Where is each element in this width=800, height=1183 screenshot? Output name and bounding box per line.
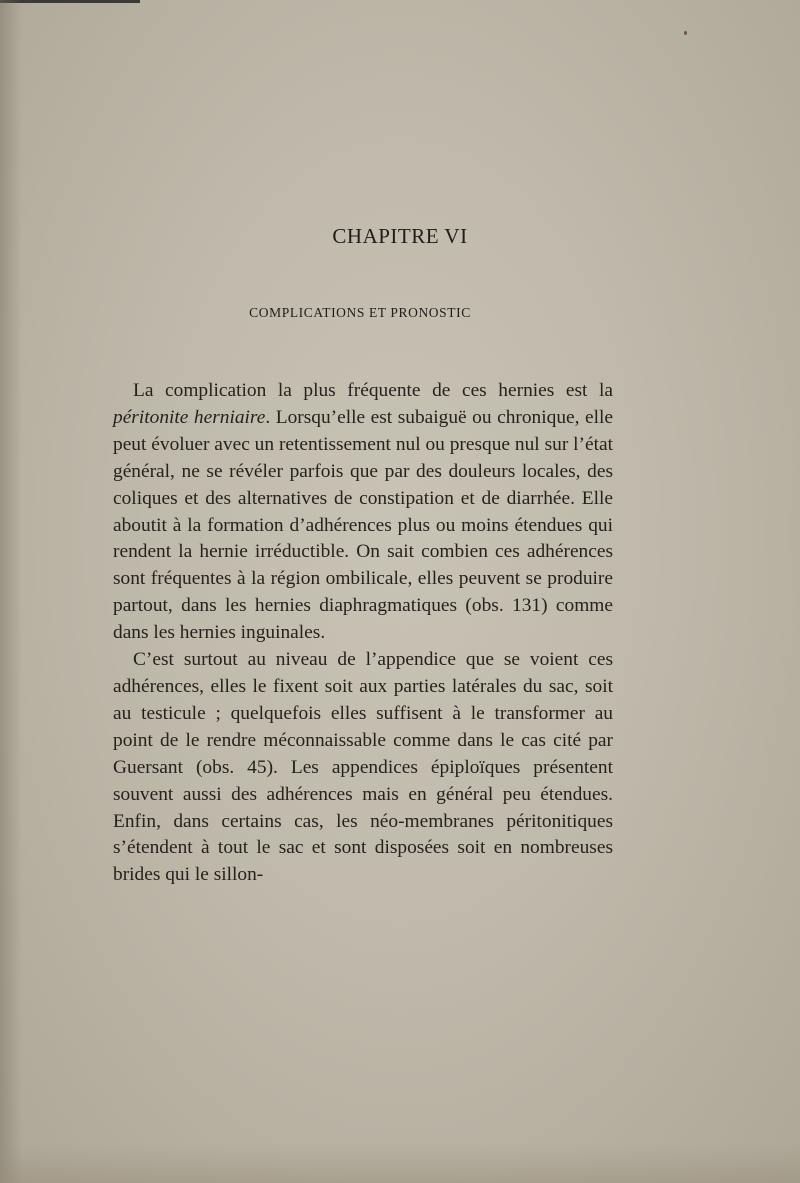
paragraph-2: C’est surtout au niveau de l’appendice que se voient ces adhérences, elles le fixent soit aux parties latérales du sac, soit au testicule ; quelquefois elles suffisent à le transformer au point de le rendre méconnaissable comme dans le cas cité par Guersant (obs. 45). Les appendices épiploïques présentent souvent aussi des adhérences mais en général peu étendues. Enfin, dans certains cas, les néo-membranes péritonitiques s’étendent à tout le sac et sont disposées soit en nombreuses brides qui le sillon- [113,649,613,886]
page-bottom-shadow [0,1143,800,1183]
chapter-title: CHAPITRE VI [332,224,468,248]
paragraph-1-emphasis: péritonite herniaire [113,406,266,428]
page-left-shadow [0,0,22,1183]
paragraph-1-after: . Lorsqu’elle est subaiguë ou chronique, elle peut évoluer avec un retentissement nul ou presque nul sur l’état général, ne se révéler parfois que par des douleurs locales, des coliques et des alternatives de constipation et de diarrhée. Elle aboutit à la formation d’adhérences plus ou moins étendues qui rendent la hernie irréductible. On sait combien ces adhérences sont fréquentes à la région ombilicale, elles peuvent se produire partout, dans les hernies diaphragmatiques (obs. 131) comme dans les hernies inguinales. [113,406,613,644]
section-title: COMPLICATIONS ET PRONOSTIC [249,305,471,320]
paper-speck [684,31,687,35]
paragraph-1 [113,378,613,647]
body-text [113,378,613,889]
paragraph-1-before: La complication la plus fréquente de ces hernies est la [133,380,613,401]
